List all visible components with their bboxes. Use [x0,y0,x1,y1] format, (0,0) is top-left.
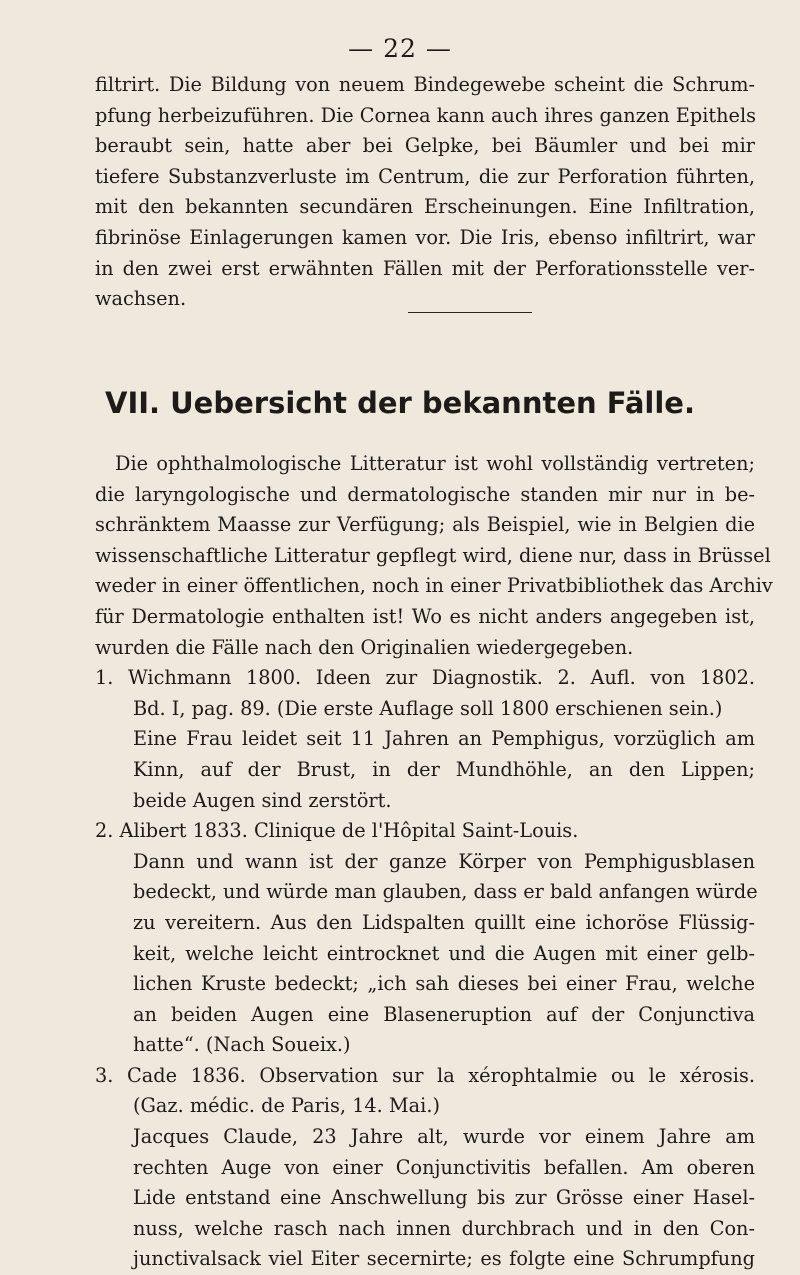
text-line: beraubt sein, hatte aber bei Gelpke, bei Bäumler und bei mir [95,134,755,158]
text-line: zu vereitern. Aus den Lidspalten quillt eine ichoröse Flüssig- [133,910,755,934]
text-line: Eine Frau leidet seit 11 Jahren an Pemphigus, vorzüglich am [133,727,755,751]
text-line: wissenschaftliche Litteratur gepflegt wird, diene nur, dass in Brüssel [95,543,771,567]
text-line: die laryngologische und dermatologische standen mir nur in be- [95,482,755,506]
section-body [95,449,773,1275]
text-line: hatte“. (Nach Soueix.) [133,1033,351,1057]
text-line: bedeckt, und würde man glauben, dass er bald anfangen würde [133,880,758,904]
text-line: Jacques Claude, 23 Jahre alt, wurde vor einem Jahre am [133,1125,755,1149]
top-paragraph [95,70,755,315]
text-line: wurden die Fälle nach den Originalien wiedergegeben. [95,635,634,659]
text-line: Dann und wann ist der ganze Körper von Pemphigusblasen [133,849,755,873]
text-line: pfung herbeizuführen. Die Cornea kann auch ihres ganzen Epithels [95,103,757,127]
text-line: mit den bekannten secundären Erscheinungen. Eine Infiltration, [95,195,755,219]
text-line: rechten Auge von einer Conjunctivitis befallen. Am oberen [133,1155,755,1179]
text-line: schränktem Maasse zur Verfügung; als Beispiel, wie in Belgien die [95,513,755,537]
text-line: in den zwei erst erwähnten Fällen mit der Perforationsstelle ver- [95,256,755,280]
text-line: Lide entstand eine Anschwellung bis zur Grösse einer Hasel- [133,1186,755,1210]
text-line: an beiden Augen eine Blaseneruption auf der Conjunctiva [133,1002,755,1026]
text-line: wachsen. [95,287,187,311]
page-number: — 22 — [348,34,452,63]
text-line: lichen Kruste bedeckt; „ich sah dieses bei einer Frau, welche [133,972,755,996]
list-item-heading: 3. Cade 1836. Observation sur la xérophtalmie ou le xérosis. [95,1063,755,1087]
text-line: fibrinöse Einlagerungen kamen vor. Die Iris, ebenso infiltrirt, war [95,225,755,249]
text-line: junctivalsack viel Eiter secernirte; es folgte eine Schrumpfung [133,1247,755,1271]
list-item-heading: 2. Alibert 1833. Clinique de l'Hôpital Saint-Louis. [95,819,579,843]
text-line: Die ophthalmologische Litteratur ist wohl vollständig vertreten; [115,452,755,475]
text-line: (Gaz. médic. de Paris, 14. Mai.) [133,1094,440,1118]
text-line: beide Augen sind zerstört. [133,788,392,812]
section-divider [408,312,532,313]
text-line: Kinn, auf der Brust, in der Mundhöhle, an den Lippen; [133,757,755,781]
text-line: Bd. I, pag. 89. (Die erste Auflage soll 1800 erschienen sein.) [133,696,723,720]
text-line: tiefere Substanzverluste im Centrum, die zur Perforation führten, [95,164,755,188]
text-line: filtrirt. Die Bildung von neuem Bindegewebe scheint die Schrum- [95,73,755,96]
text-line: keit, welche leicht eintrocknet und die Augen mit einer gelb- [133,941,755,965]
text-line: weder in einer öffentlichen, noch in einer Privatbibliothek das Archiv [95,574,773,598]
text-line: für Dermatologie enthalten ist! Wo es nicht anders angegeben ist, [95,604,755,628]
list-item-heading: 1. Wichmann 1800. Ideen zur Diagnostik. 2. Aufl. von 1802. [95,666,755,690]
text-line: nuss, welche rasch nach innen durchbrach und in den Con- [133,1216,755,1240]
section-heading: VII. Uebersicht der bekannten Fälle. [105,386,695,420]
